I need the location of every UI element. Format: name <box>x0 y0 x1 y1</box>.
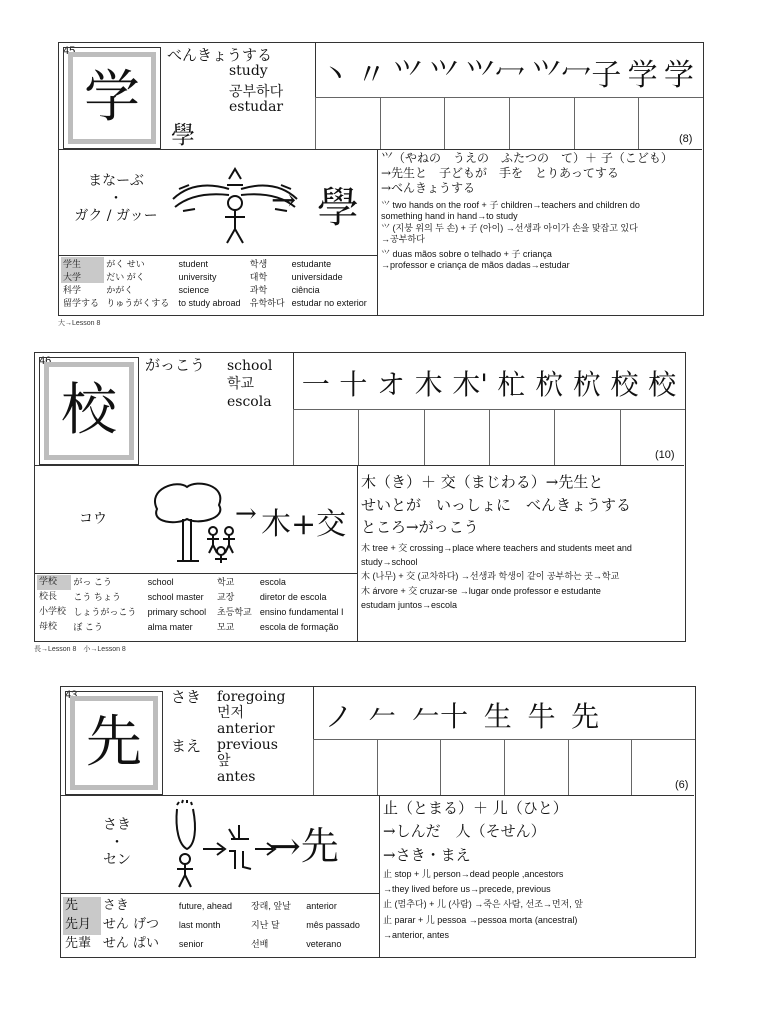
kanji-card-46 <box>34 352 686 642</box>
reading-en: study <box>229 62 268 79</box>
vocab-table <box>63 897 377 954</box>
stroke-order: ノ 𠂉 𠂉十 生 牛 先 <box>324 700 600 733</box>
vocab-row: 留学する りゅうがくする to study abroad 유학하다 estudar no exterior <box>63 297 367 309</box>
reading-jp: べんきょうする <box>167 46 273 64</box>
readings: さき まえ <box>171 688 202 755</box>
arrow-icon: → <box>235 499 257 529</box>
main-kanji-box <box>39 357 139 465</box>
vocab-row: 先 さき future, ahead 장래, 앞날 anterior <box>63 897 377 916</box>
arrow-icon: → <box>271 183 297 218</box>
pictograph-result: →先 <box>269 824 339 868</box>
stroke-step: 学 <box>627 58 658 93</box>
card-number: 45 <box>63 45 76 57</box>
vocab-table <box>61 257 375 309</box>
vocab-row: 小学校 しょうがっこう primary school 초등학교 ensino fundamental I <box>39 606 344 617</box>
stroke-step: 𭕄 <box>428 58 459 93</box>
practice-grid <box>293 409 685 465</box>
stroke-count: (10) <box>655 449 675 461</box>
stroke-step: 〃 <box>356 58 387 93</box>
vocab-table <box>37 575 355 634</box>
kun-on-readings: さき ・ セン <box>103 817 131 868</box>
footnote: 長→Lesson 8 小→Lesson 8 <box>34 646 126 653</box>
explanation: ⺍（やねの うえの ふたつの て）＋ 子（こども） →先生と 子どもが 手を とりあってする →べんきょうする ⺍ two hands on the roof + 子 children→teachers and children do something hand in hand→to study ⺍ (지붕 위의 두 손) + 子 (아이) →선생과 아이가 손을 맞잡고 있다 →공부하다 ⺍ duas mãos sobre o telhado + 子 criança →professor e criança de mãos dadas→estudar <box>381 151 673 271</box>
vocab-row: 先月 せん げつ last month 지난 달 mês passado <box>63 916 377 935</box>
main-kanji: 先 <box>86 710 142 775</box>
old-form-kanji: 學 <box>171 121 195 149</box>
readings <box>167 47 283 116</box>
kanji-card-45 <box>58 42 704 316</box>
readings-translations: foregoing 먼저 anterior previous 앞 antes <box>217 689 286 786</box>
card-number: 43 <box>65 689 78 701</box>
kun-on-readings: まなーぶ ・ ガク / ガッー <box>74 173 158 224</box>
pictograph-result: 木+交 <box>261 507 347 542</box>
stroke-step: ⺍冖 <box>465 58 526 93</box>
stroke-step: ⺍冖子 <box>531 58 622 93</box>
card-number: 46 <box>39 355 52 367</box>
reading-ko: 공부하다 <box>229 83 284 100</box>
stroke-count: (8) <box>679 133 693 145</box>
practice-grid <box>315 97 703 149</box>
vocab-row: 大学 だい がく university 대학 universidade <box>63 271 343 283</box>
main-kanji: 学 <box>84 65 140 130</box>
vocab-row: 先輩 せん ぱい senior 선배 veterano <box>65 935 342 951</box>
readings-translations: school 학교 escola <box>227 358 273 411</box>
explanation: 木（き）＋ 交（まじわる）→先生と せいとが いっしょに べんきょうする ところ→がっこう 木 tree + 交 crossing→place where teachers and students meet and study→school 木 (나무) + 交 (교차하다) →선생과 학생이 같이 공부하는 곳→학교 木 árvore + 交 cruzar-se →lugar onde professor e estudante estudam juntos→escola <box>361 473 632 611</box>
stroke-order <box>317 47 697 97</box>
stroke-count: (6) <box>675 779 689 791</box>
vocab-row: 科学 かがく science 과학 ciência <box>63 284 320 296</box>
main-kanji-box <box>63 47 161 149</box>
vocab-row: 校長 こう ちょう school master 교장 diretor de escola <box>39 591 327 602</box>
main-kanji: 校 <box>61 378 117 443</box>
vocab-row: 学生 がく せい student 학생 estudante <box>63 258 332 270</box>
explanation: 止（とまる）＋ 儿（ひと） →しんだ 人（そせん） →さき・まえ 止 stop + 儿 person→dead people ,ancestors →they lived before us→precede, previous 止 (멈추다) + 儿 (사람) →죽은 사람, 선조→먼저, 앞 止 parar + 儿 pessoa →pessoa morta (ancestral) →anterior, antes <box>383 799 583 940</box>
stroke-step: 丶 <box>320 58 351 93</box>
pictograph-result: 學 <box>317 183 360 232</box>
stroke-step: 学 <box>663 58 694 93</box>
footnote: 大→Lesson 8 <box>58 320 101 327</box>
reading-pt: estudar <box>229 99 284 116</box>
kun-on-readings: コウ <box>79 511 107 527</box>
practice-grid <box>313 739 695 795</box>
stroke-step: ⺍ <box>392 58 423 93</box>
kanji-card-43 <box>60 686 696 958</box>
main-kanji-box <box>65 691 163 795</box>
vocab-row: 母校 ぼ こう alma mater 모교 escola de formação <box>39 621 339 632</box>
stroke-order: 一 十 オ 木 木' 杧 柼 柼 校 校 <box>301 368 677 401</box>
readings <box>145 357 205 374</box>
reading-jp: がっこう <box>145 356 206 374</box>
vocab-row: 学校 がっ こう school 학교 escola <box>37 575 355 590</box>
